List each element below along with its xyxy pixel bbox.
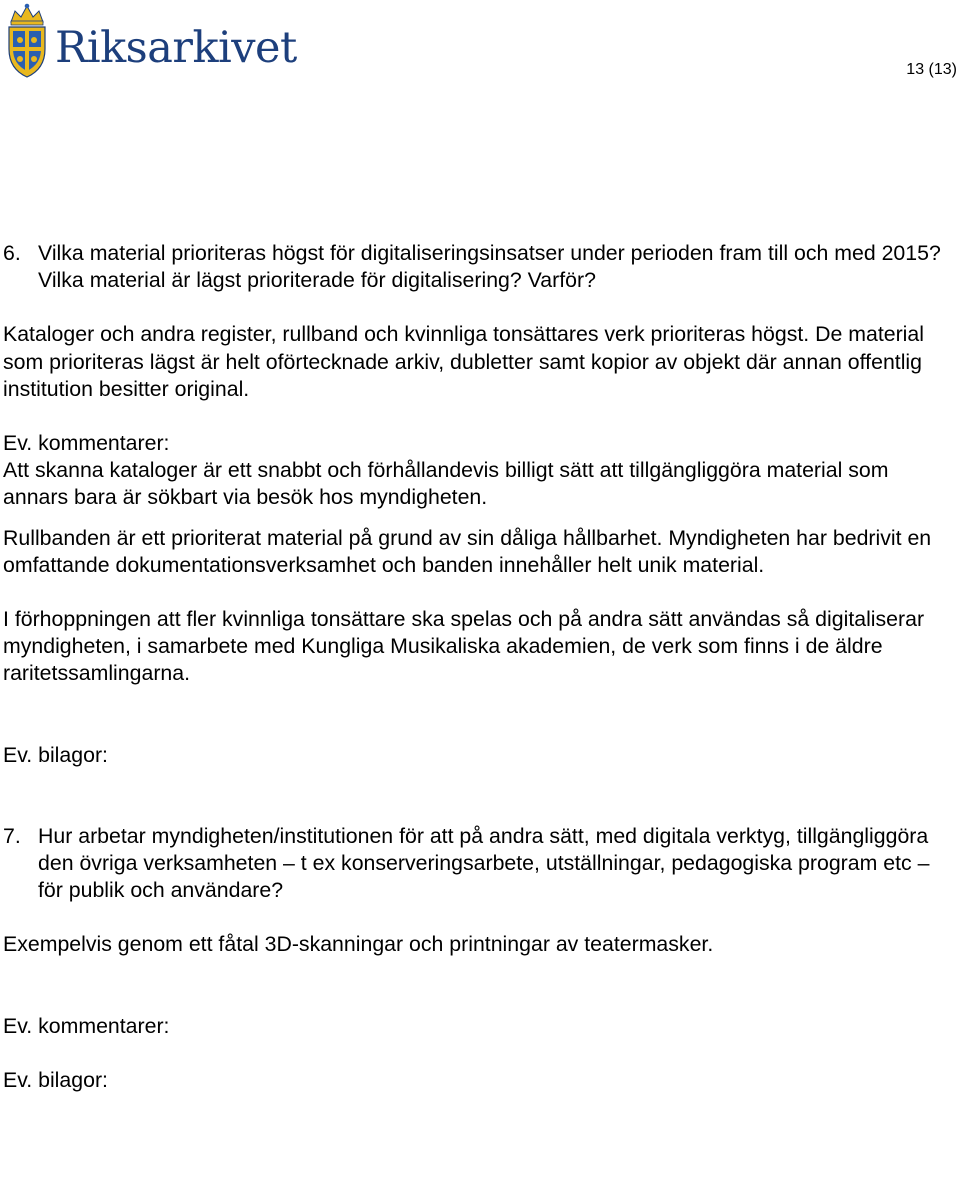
- question-6: [3, 240, 955, 294]
- answer-text: Kataloger och andra register, rullband och kvinnliga tonsättares verk prioriteras högst. De material som prioriteras lägst är helt oförtecknade arkiv, dubletter samt kopior av objekt där annan offentlig institution besitter original.: [3, 322, 924, 401]
- attachments-label: Ev. bilagor:: [3, 1067, 108, 1092]
- attachments-label: Ev. bilagor:: [3, 742, 108, 767]
- question-number: 7.: [3, 823, 21, 848]
- page-number: 13 (13): [906, 61, 957, 78]
- question-number: 6.: [3, 241, 21, 265]
- answer-text: Exempelvis genom ett fåtal 3D-skanningar och printningar av teatermasker.: [3, 932, 714, 957]
- comment-paragraph: I förhoppningen att fler kvinnliga tonsättare ska spelas och på andra sätt användas så digitaliserar myndigheten, i samarbete med Kungliga Musikaliska akademien, de verk som finns i de äldre raritetssamlingarna.: [3, 607, 925, 686]
- comment-paragraph: Att skanna kataloger är ett snabbt och förhållandevis billigt sätt att tillgängliggöra material som annars bara är sökbart via besök hos myndigheten.: [3, 458, 889, 510]
- question-7: [3, 823, 955, 905]
- question-text: Hur arbetar myndigheten/institutionen för att på andra sätt, med digitala verktyg, tillgängliggöra den övriga verksamheten – t ex konserveringsarbete, utställningar, pedagogiska program etc – för publik och användare?: [38, 823, 930, 903]
- logo-wordmark: Riksarkivet: [55, 23, 297, 73]
- riksarkivet-logo: [5, 3, 297, 81]
- comment-paragraph: Rullbanden är ett prioriterat material på grund av sin dåliga hållbarhet. Myndigheten har bedrivit en omfattande dokumentationsverksamhet och banden innehåller helt unik material.: [3, 525, 932, 577]
- question-text: Vilka material prioriteras högst för digitaliseringsinsatser under perioden fram till och med 2015? Vilka material är lägst prioriterade för digitalisering? Varför?: [38, 241, 941, 293]
- comments-label: Ev. kommentarer:: [3, 1013, 170, 1038]
- comments-label: Ev. kommentarer:: [3, 431, 170, 456]
- document-body: [3, 240, 955, 1094]
- crest-icon: [5, 3, 49, 79]
